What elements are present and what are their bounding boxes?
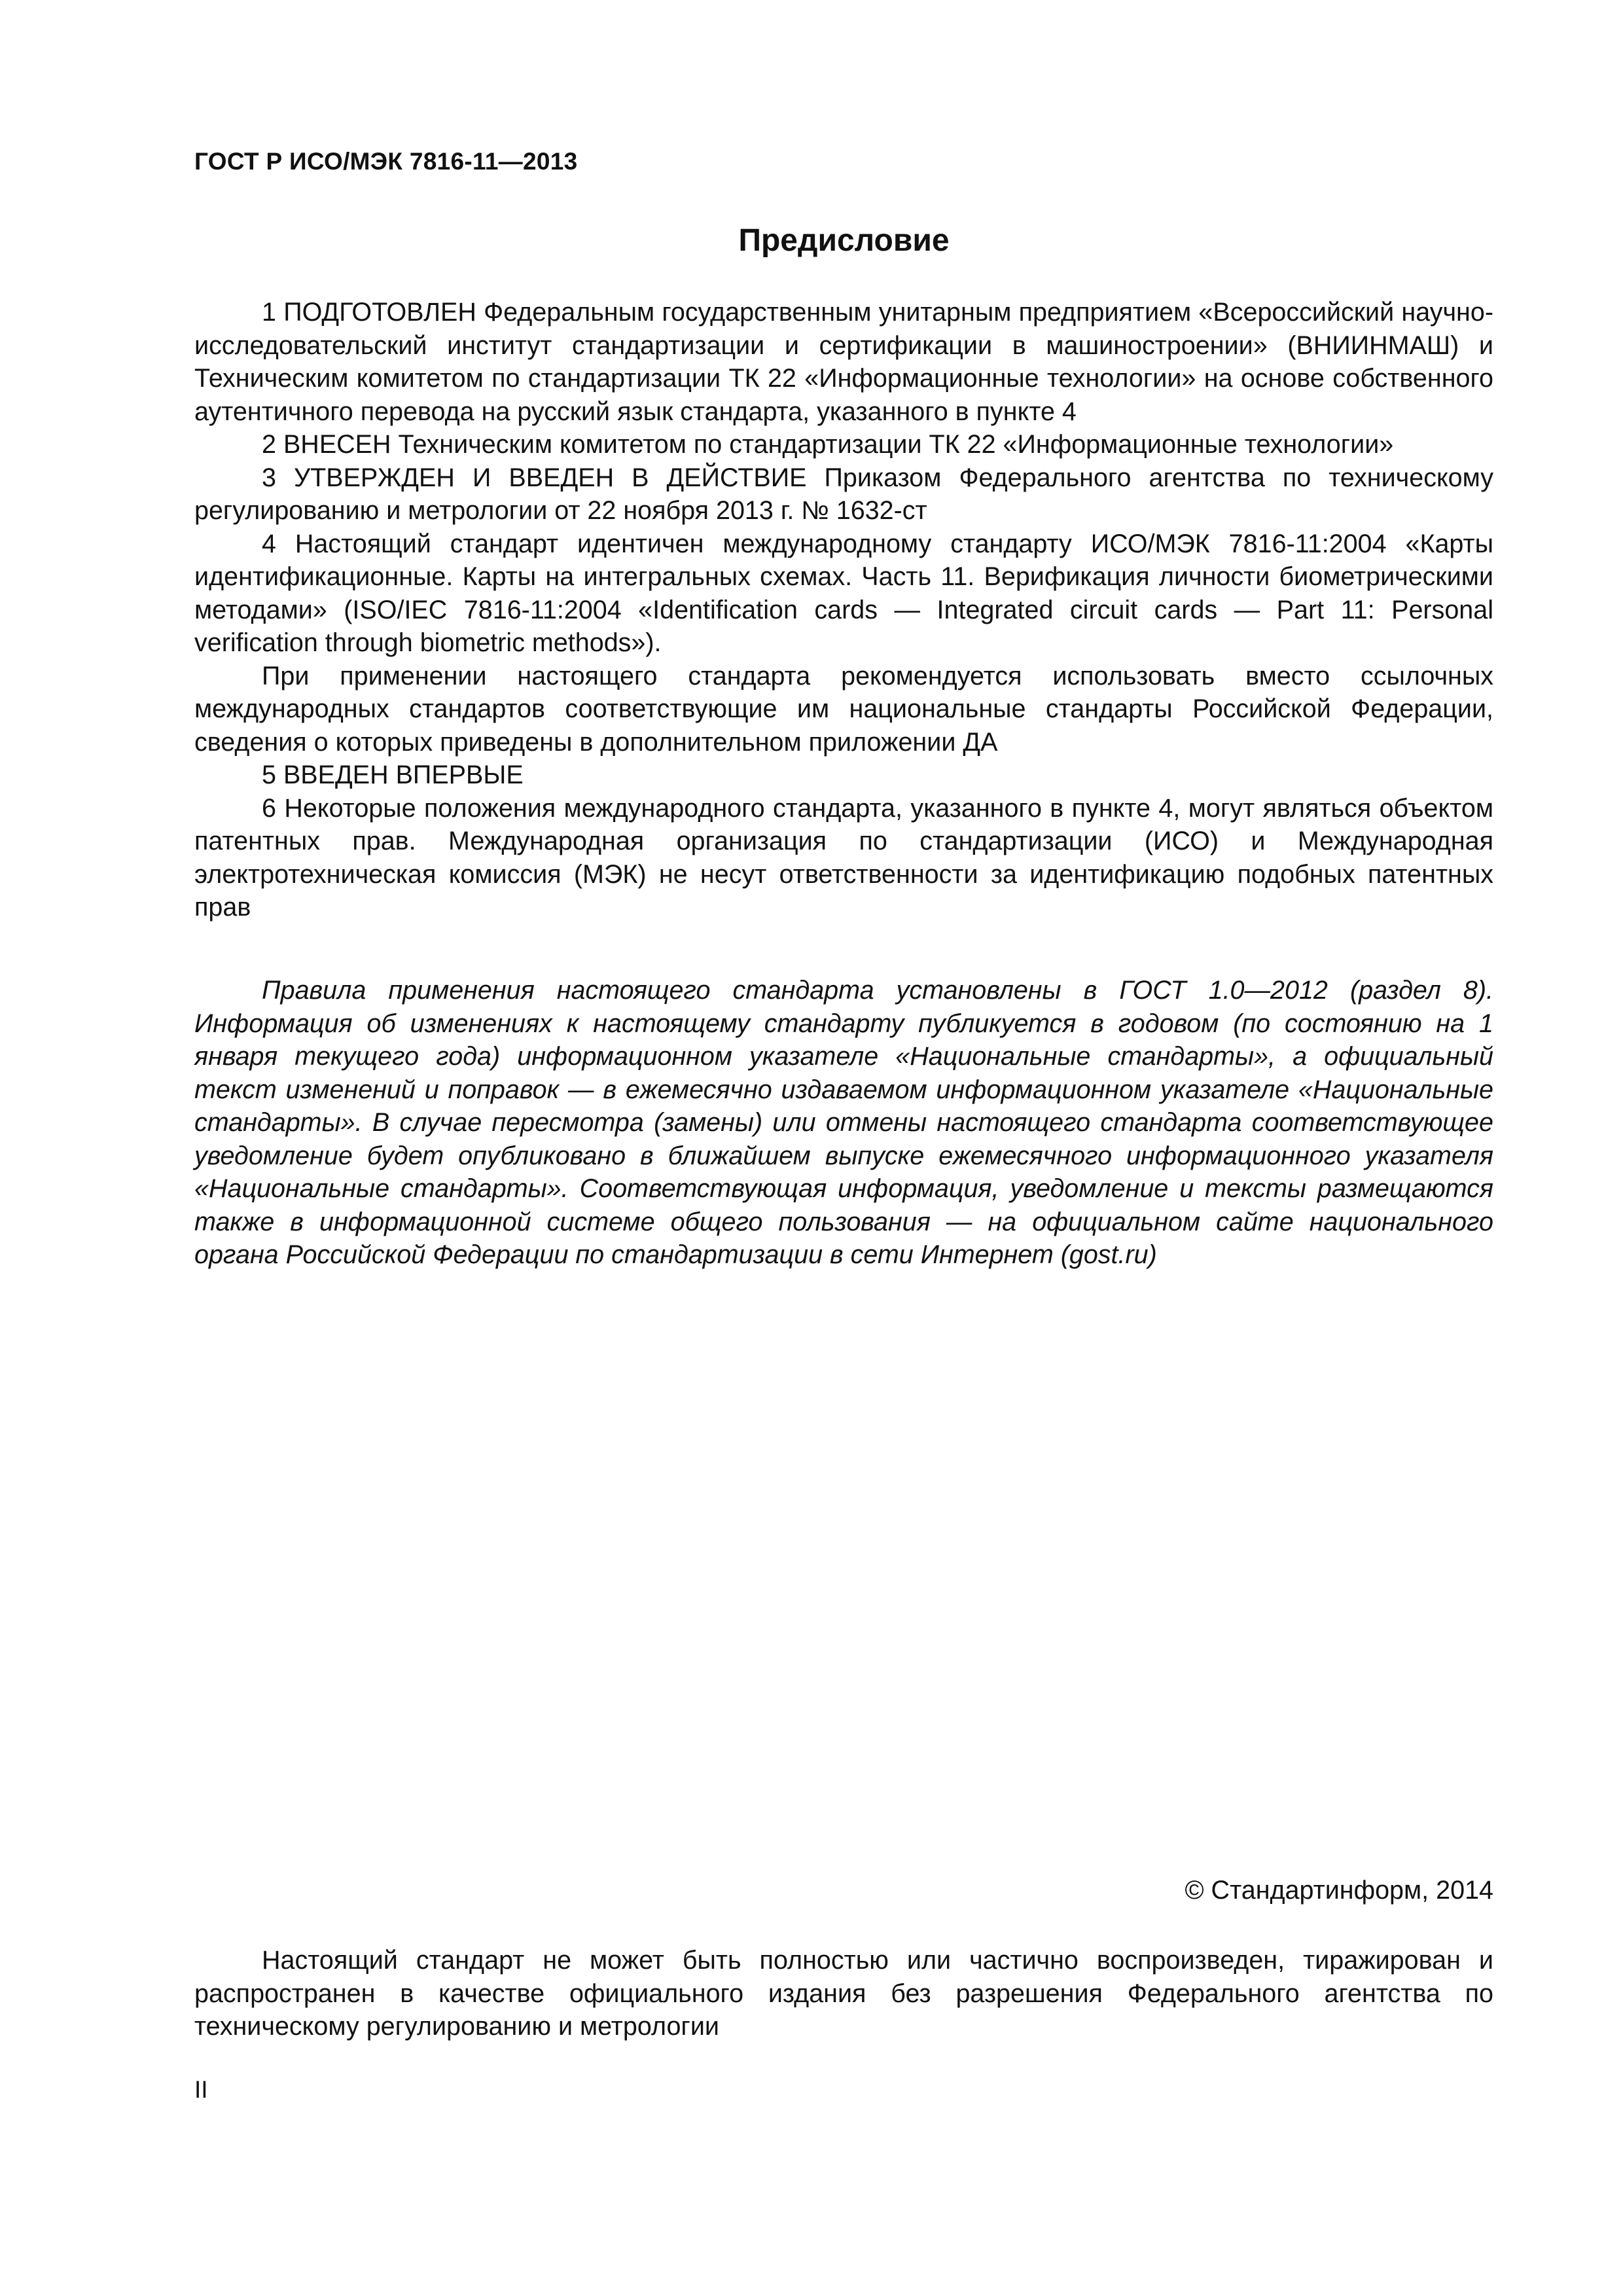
foreword-item: 4 Настоящий стандарт идентичен международному стандарту ИСО/МЭК 7816-11:2004 «Карты идентификационные. Карты на интегральных схемах. Часть 11. Верификация личности биометрическими методами» (ISO/IEC 7816-11:2004 «Identification cards — Integrated circuit cards — Part 11: Personal verification through biometric methods»). xyxy=(194,529,1493,657)
page-title: Предисловие xyxy=(738,223,950,258)
foreword-item: 3 УТВЕРЖДЕН И ВВЕДЕН В ДЕЙСТВИЕ Приказом Федерального агентства по техническому регулированию и метрологии от 22 ноября 2013 г. № 1632-ст xyxy=(194,463,1493,525)
rules-notice-section xyxy=(194,974,1493,1272)
copyright-line: © Стандартинформ, 2014 xyxy=(1185,1876,1493,1905)
foreword-item: 6 Некоторые положения международного стандарта, указанного в пункте 4, могут являться объектом патентных прав. Международная организация по стандартизации (ИСО) и Международная электротехническая комиссия (МЭК) не несут ответственности за идентификацию подобных патентных прав xyxy=(194,793,1493,922)
foreword-section xyxy=(194,296,1493,924)
foreword-item: 1 ПОДГОТОВЛЕН Федеральным государственным унитарным предприятием «Всероссийский научно-исследовательский институт стандартизации и сертификации в машиностроении» (ВНИИНМАШ) и Техническим комитетом по стандартизации ТК 22 «Информационные технологии» на основе собственного аутентичного перевода на русский язык стандарта, указанного в пункте 4 xyxy=(194,298,1493,426)
foreword-item: 2 ВНЕСЕН Техническим комитетом по стандартизации ТК 22 «Информационные технологии» xyxy=(262,430,1394,459)
document-code: ГОСТ Р ИСО/МЭК 7816-11—2013 xyxy=(194,148,578,175)
reproduction-notice-section xyxy=(194,1944,1493,2043)
rules-notice: Правила применения настоящего стандарта установлены в ГОСТ 1.0—2012 (раздел 8). Информация об изменениях к настоящему стандарту публикуется в годовом (по состоянию на 1 января текущего года) информационном указателе «Национальные стандарты», а официальный текст изменений и поправок — в ежемесячно издаваемом информационном указателе «Национальные стандарты». В случае пересмотра (замены) или отмены настоящего стандарта соответствующее уведомление будет опубликовано в ближайшем выпуске ежемесячного информационного указателя «Национальные стандарты». Соответствующая информация, уведомление и тексты размещаются также в информационной системе общего пользования — на официальном сайте национального органа Российской Федерации по стандартизации в сети Интернет (gost.ru) xyxy=(194,976,1493,1269)
page-number: II xyxy=(194,2076,208,2103)
foreword-item: 5 ВВЕДЕН ВПЕРВЫЕ xyxy=(262,761,524,789)
reproduction-notice: Настоящий стандарт не может быть полностью или частично воспроизведен, тиражирован и распространен в качестве официального издания без разрешения Федерального агентства по техническому регулированию и метрологии xyxy=(194,1946,1493,2041)
foreword-item: При применении настоящего стандарта рекомендуется использовать вместо ссылочных международных стандартов соответствующие им национальные стандарты Российской Федерации, сведения о которых приведены в дополнительном приложении ДА xyxy=(194,661,1493,757)
